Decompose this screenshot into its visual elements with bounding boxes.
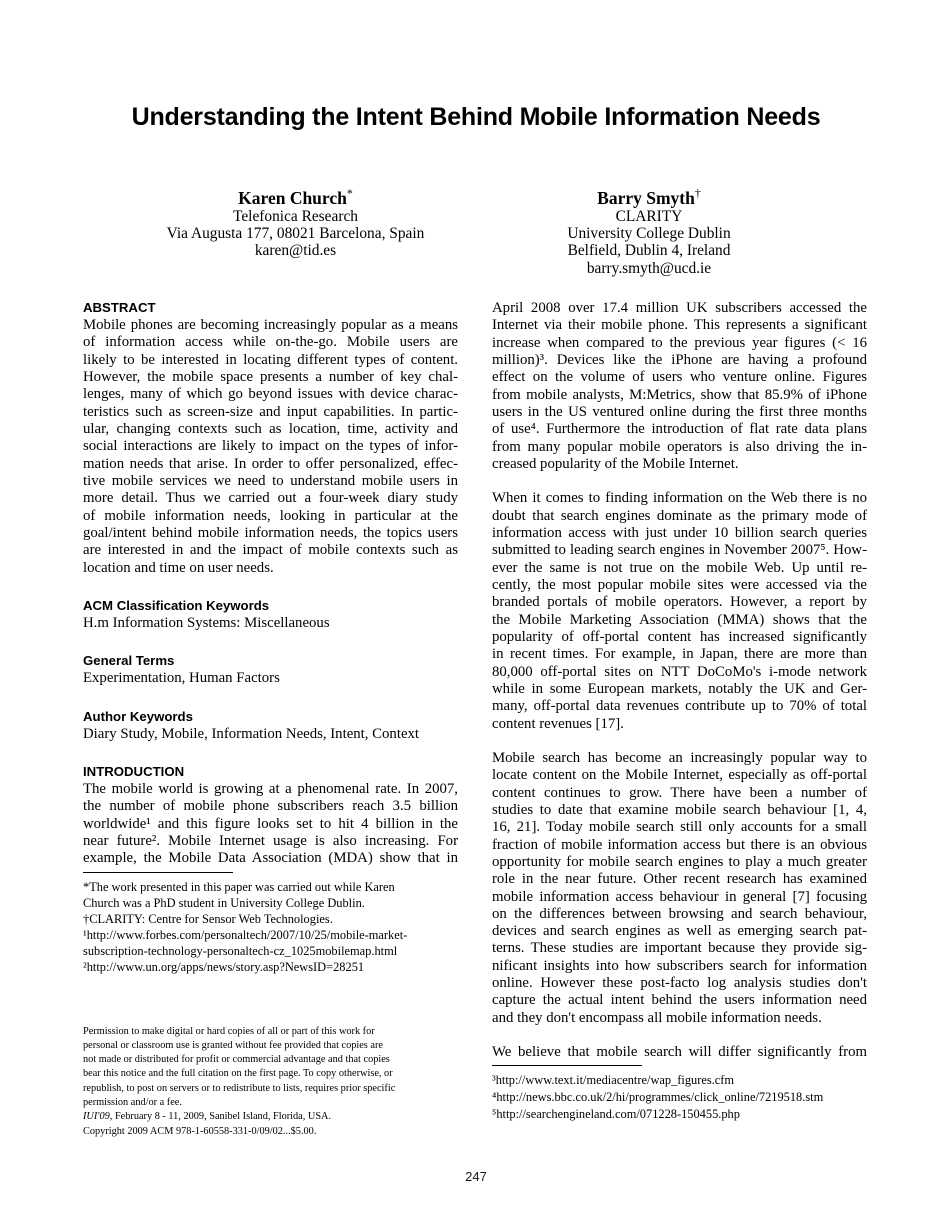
copyright-text-line: not made or distributed for profit or commercial advantage and that copies: [83, 1054, 390, 1066]
footnote-line: subscription-technology-personaltech-cz_1025mobilemap.html: [83, 943, 398, 958]
text-line: mobile information access behaviour in general [7] focusing: [492, 888, 867, 905]
author-block-karen-church: [118, 183, 473, 260]
text-line: Experimentation, Human Factors: [83, 670, 280, 687]
author-affiliation-line: CLARITY: [615, 207, 683, 225]
text-line: users in the US ventured online during the first three months: [492, 403, 867, 420]
text-line: When it comes to finding information on the Web there is no: [492, 490, 867, 507]
footnote-line: ⁵http://searchengineland.com/071228-150455.php: [492, 1107, 740, 1122]
text-line: popularity of off-portal content has increased significantly: [492, 628, 867, 645]
section-body: [83, 781, 458, 868]
section-heading: General Terms: [83, 653, 175, 669]
text-line: We believe that mobile search will differ significantly from: [492, 1044, 867, 1061]
paragraph-lines: [492, 490, 867, 733]
text-line: location and time on user needs.: [83, 559, 274, 576]
copyright-line: Copyright 2009 ACM 978-1-60558-331-0/09/02...$5.00.: [83, 1125, 317, 1137]
paragraph: [492, 300, 867, 473]
text-line: 80,000 off-portal sites on NTT DoCoMo's i-mode network: [492, 663, 867, 680]
copyright-text-line: permission and/or a fee.: [83, 1097, 182, 1109]
footnote-line: ¹http://www.forbes.com/personaltech/2007/10/25/mobile-market-: [83, 927, 408, 942]
text-line: However, the mobile space presents a number of key chal-: [83, 368, 458, 385]
section-body: [83, 317, 458, 577]
author-affiliation-line: Belfield, Dublin 4, Ireland: [567, 242, 731, 260]
footnote-line: ³http://www.text.it/mediacentre/wap_figures.cfm: [492, 1073, 735, 1088]
text-line: tive mobile services we need to understand mobile users in: [83, 472, 458, 489]
paragraph-lines: [492, 300, 867, 473]
text-line: effect on the volume of users who venture online. Figures: [492, 369, 867, 386]
text-line: Mobile phones are becoming increasingly popular as a means: [83, 317, 458, 333]
text-line: likely to be interested in locating different types of content.: [83, 351, 458, 368]
text-line: goal/intent behind mobile information needs, the topics users: [83, 524, 458, 541]
venue-rest: , February 8 - 11, 2009, Sanibel Island, Florida, USA.: [109, 1111, 332, 1123]
section-body: [83, 615, 458, 632]
text-line: are interested in and the impact of mobile contexts such as: [83, 542, 458, 559]
footnote-separator: [492, 1065, 642, 1066]
text-line: of information access while on-the-go. Mobile users are: [83, 334, 458, 351]
section-heading: ABSTRACT: [83, 300, 156, 315]
paragraph: [492, 1044, 867, 1061]
text-line: million)³. Devices like the iPhone are having a profound: [492, 351, 867, 368]
text-line: online. However these post-facto log analysis studies don't: [492, 975, 867, 992]
text-line: fraction of mobile information access but there is an obvious: [492, 836, 867, 853]
footnote-line: Church was a PhD student in University College Dublin.: [83, 895, 365, 910]
paragraph: [492, 490, 867, 733]
text-line: studies to date that examine mobile search behaviour [1, 4,: [492, 801, 867, 818]
section-introduction: [83, 764, 458, 868]
author-block-barry-smyth: [473, 183, 825, 277]
text-line: information access with just under 10 billion search queries: [492, 524, 867, 541]
footnotes: [83, 879, 458, 975]
text-line: of use⁴. Furthermore the introduction of flat rate data plans: [492, 421, 867, 438]
text-line: creased popularity of the Mobile Internet.: [492, 455, 739, 472]
text-line: locate content on the Mobile Internet, especially as off-portal: [492, 767, 867, 784]
text-line: The mobile world is growing at a phenomenal rate. In 2007,: [83, 780, 458, 797]
text-line: and they don't encompass all mobile information needs.: [492, 1009, 822, 1026]
footnote-line: *The work presented in this paper was carried out while Karen: [83, 879, 395, 894]
author-affiliation-line: barry.smyth@ucd.ie: [586, 259, 712, 277]
author-footnote-mark: †: [694, 186, 701, 200]
text-line: branded portals of mobile operators. However, a report by: [492, 594, 867, 611]
text-line: the Mobile Marketing Association (MMA) shows that the: [492, 611, 867, 628]
copyright-notice: [83, 1025, 458, 1139]
text-line: on the differences between browsing and search behaviour,: [492, 905, 867, 922]
author-name: [473, 183, 825, 208]
section-acm-classification: [83, 598, 458, 632]
section-author-keywords: [83, 709, 458, 743]
copyright-text-line: Permission to make digital or hard copies of all or part of this work for: [83, 1025, 375, 1037]
footnote-line: ²http://www.un.org/apps/news/story.asp?NewsID=28251: [83, 959, 365, 974]
author-affiliation-line: karen@tid.es: [254, 242, 337, 260]
left-column: [83, 300, 458, 1139]
text-line: Mobile search has become an increasingly popular way to: [492, 749, 867, 766]
text-line: capture the actual intent behind the users information need: [492, 992, 867, 1009]
text-line: nificant insights into how subscribers search for information: [492, 957, 867, 974]
text-line: content revenues [17].: [492, 715, 624, 732]
author-name-text: Karen Church: [238, 187, 347, 208]
text-line: of mobile information needs, looking in particular at the: [83, 507, 458, 524]
author-footnote-mark: *: [346, 186, 353, 200]
text-line: more detail. Thus we carried out a four-week diary study: [83, 490, 458, 507]
text-line: role in the near future. Other recent research has examined: [492, 871, 867, 888]
text-line: content continues to grow. There have been a number of: [492, 784, 867, 801]
right-column: [492, 300, 867, 1123]
venue-line: [83, 1110, 458, 1124]
body-paragraphs: [492, 300, 867, 1027]
section-abstract: [83, 300, 458, 577]
author-affiliation: [473, 208, 825, 277]
text-line: 16, 21]. Today mobile search still only accounts for a small: [492, 819, 867, 836]
author-affiliation: [118, 208, 473, 260]
text-line: Internet via their mobile phone. This represents a significant: [492, 317, 867, 334]
author-affiliation-line: Via Augusta 177, 08021 Barcelona, Spain: [166, 225, 425, 243]
text-line: teristics such as screen-size and input capabilities. In partic-: [83, 403, 458, 420]
text-line: social interactions are likely to impact on the types of infor-: [83, 438, 458, 455]
text-line: cently, the most popular mobile sites were accessed via the: [492, 576, 867, 593]
text-line: opportunity for mobile search engines to play a much greater: [492, 853, 867, 870]
text-line: mation needs that arise. In order to offer personalized, effec-: [83, 455, 458, 472]
text-line: near future². Mobile Internet usage is also increasing. For: [83, 832, 458, 849]
author-affiliation-line: University College Dublin: [567, 225, 731, 243]
copyright-permission: [83, 1025, 458, 1111]
text-line: H.m Information Systems: Miscellaneous: [83, 614, 330, 631]
footnote-separator: [83, 872, 233, 873]
section-heading: INTRODUCTION: [83, 763, 185, 779]
paper-title: Understanding the Intent Behind Mobile Information Needs: [131, 103, 821, 131]
text-line: terns. These studies are important because they provide sig-: [492, 940, 867, 957]
section-body: [83, 670, 458, 687]
text-line: ever the same is not true on the mobile Web. Up until re-: [492, 559, 867, 576]
text-line: example, the Mobile Data Association (MDA) show that in: [83, 850, 458, 867]
text-line: in recent times. For example, in Japan, there are more than: [492, 646, 867, 663]
footnotes: [492, 1072, 867, 1123]
authors-row: [0, 183, 952, 283]
text-line: increase when compared to the previous year figures (< 16: [492, 334, 867, 351]
text-line: from many popular mobile operators is also driving the in-: [492, 438, 867, 455]
footnote-line: †CLARITY: Centre for Sensor Web Technologies.: [83, 911, 333, 926]
text-line: the number of mobile phone subscribers reach 3.5 billion: [83, 798, 458, 815]
text-line: lenges, many of which go beyond issues with device charac-: [83, 386, 458, 403]
copyright-text-line: personal or classroom use is granted without fee provided that copies are: [83, 1039, 383, 1051]
footnote-line: ⁴http://news.bbc.co.uk/2/hi/programmes/click_online/7219518.stm: [492, 1090, 824, 1105]
text-line: April 2008 over 17.4 million UK subscribers accessed the: [492, 300, 867, 316]
section-general-terms: [83, 653, 458, 687]
section-heading: Author Keywords: [83, 708, 193, 724]
section-body: [83, 726, 458, 743]
text-line: submitted to leading search engines in November 2007⁵. How-: [492, 542, 867, 559]
text-line: while in some European markets, notably the UK and Ger-: [492, 680, 867, 697]
copyright-text-line: republish, to post on servers or to redistribute to lists, requires prior specific: [83, 1082, 396, 1094]
text-line: from mobile analysts, M:Metrics, show that 85.9% of iPhone: [492, 386, 867, 403]
text-line: devices and search engines as well as emerging search pat-: [492, 923, 867, 940]
text-line: Diary Study, Mobile, Information Needs, Intent, Context: [83, 725, 420, 742]
author-name: [118, 183, 473, 208]
venue-name: IUI'09: [83, 1111, 110, 1123]
author-name-text: Barry Smyth: [597, 187, 695, 208]
text-line: ular, changing contexts such as location, time, activity and: [83, 420, 458, 437]
copyright-text-line: bear this notice and the full citation on the first page. To copy otherwise, or: [83, 1068, 393, 1080]
paragraph: [492, 750, 867, 1027]
author-affiliation-line: Telefonica Research: [233, 207, 358, 225]
text-line: many, off-portal data revenues contribute up to 70% of total: [492, 698, 867, 715]
text-line: worldwide¹ and this figure looks set to hit 4 billion in the: [83, 815, 458, 832]
text-line: doubt that search engines dominate as the primary mode of: [492, 507, 867, 524]
page-number: 247: [465, 1169, 487, 1184]
paragraph-lines: [492, 750, 867, 1027]
section-heading: ACM Classification Keywords: [83, 597, 270, 613]
